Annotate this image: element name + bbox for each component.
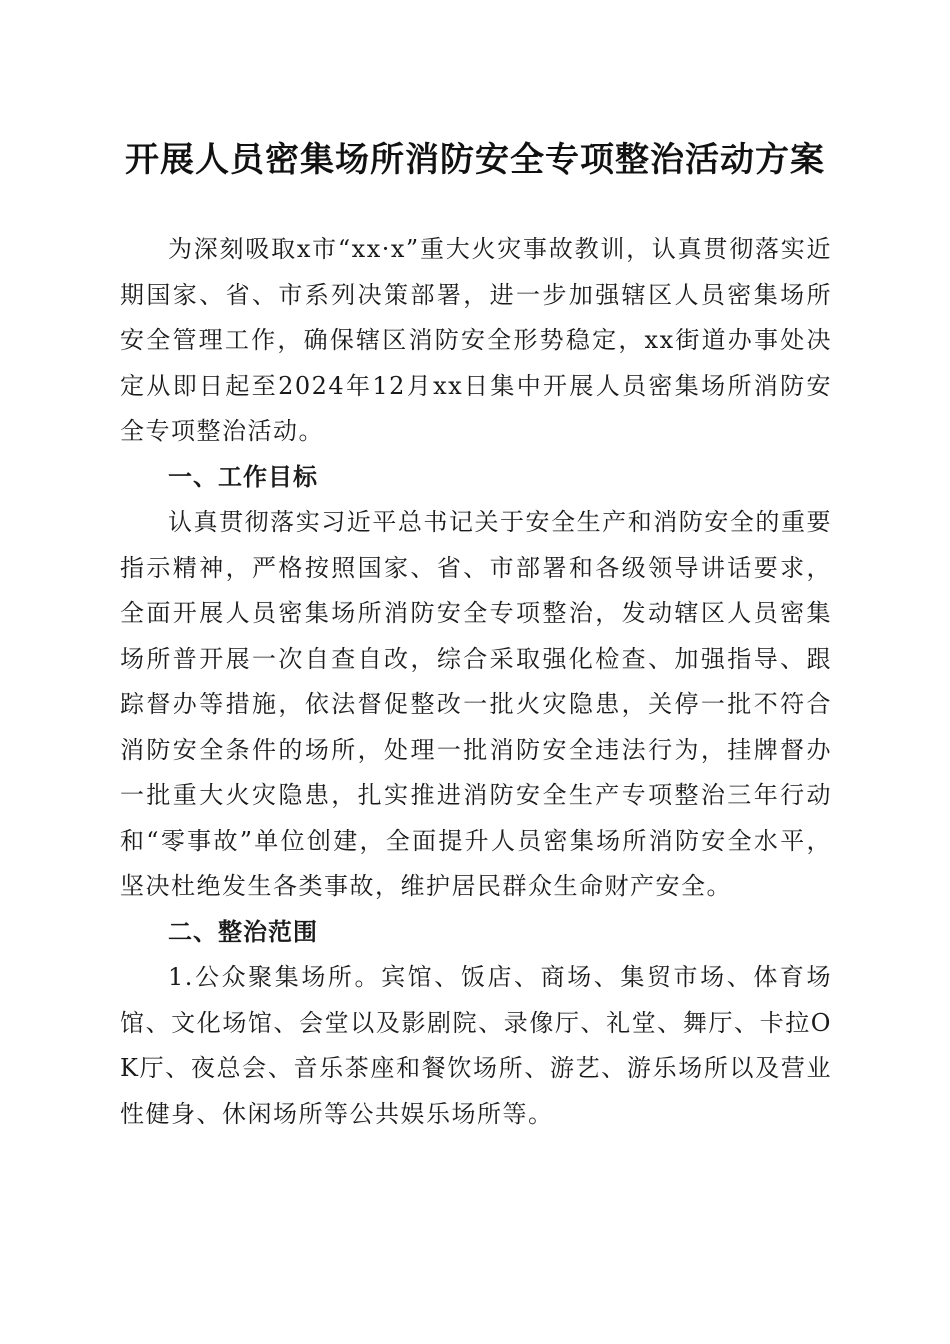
document-body bbox=[120, 227, 832, 1137]
section-heading-scope: 二、整治范围 bbox=[168, 917, 318, 946]
work-goals-paragraph: 认真贯彻落实习近平总书记关于安全生产和消防安全的重要指示精神，严格按照国家、省、市部署和各级领导讲话要求，全面开展人员密集场所消防安全专项整治，发动辖区人员密集场所普开展一次自查自改，综合采取强化检查、加强指导、跟踪督办等措施，依法督促整改一批火灾隐患，关停一批不符合消防安全条件的场所，处理一批消防安全违法行为，挂牌督办一批重大火灾隐患，扎实推进消防安全生产专项整治三年行动和“零事故”单位创建，全面提升人员密集场所消防安全水平，坚决杜绝发生各类事故，维护居民群众生命财产安全。 bbox=[120, 508, 832, 900]
document-title: 开展人员密集场所消防安全专项整治活动方案 bbox=[125, 140, 825, 180]
intro-paragraph: 为深刻吸取x市“xx·x”重大火灾事故教训，认真贯彻落实近期国家、省、市系列决策部署，进一步加强辖区人员密集场所安全管理工作，确保辖区消防安全形势稳定，xx街道办事处决定从即日起至2024年12月xx日集中开展人员密集场所消防安全专项整治活动。 bbox=[120, 235, 832, 445]
section-heading-work-goals: 一、工作目标 bbox=[168, 462, 318, 491]
scope-paragraph-1: 1.公众聚集场所。宾馆、饭店、商场、集贸市场、体育场馆、文化场馆、会堂以及影剧院、录像厅、礼堂、舞厅、卡拉OK厅、夜总会、音乐茶座和餐饮场所、游艺、游乐场所以及营业性健身、休闲场所等公共娱乐场所等。 bbox=[120, 963, 832, 1128]
